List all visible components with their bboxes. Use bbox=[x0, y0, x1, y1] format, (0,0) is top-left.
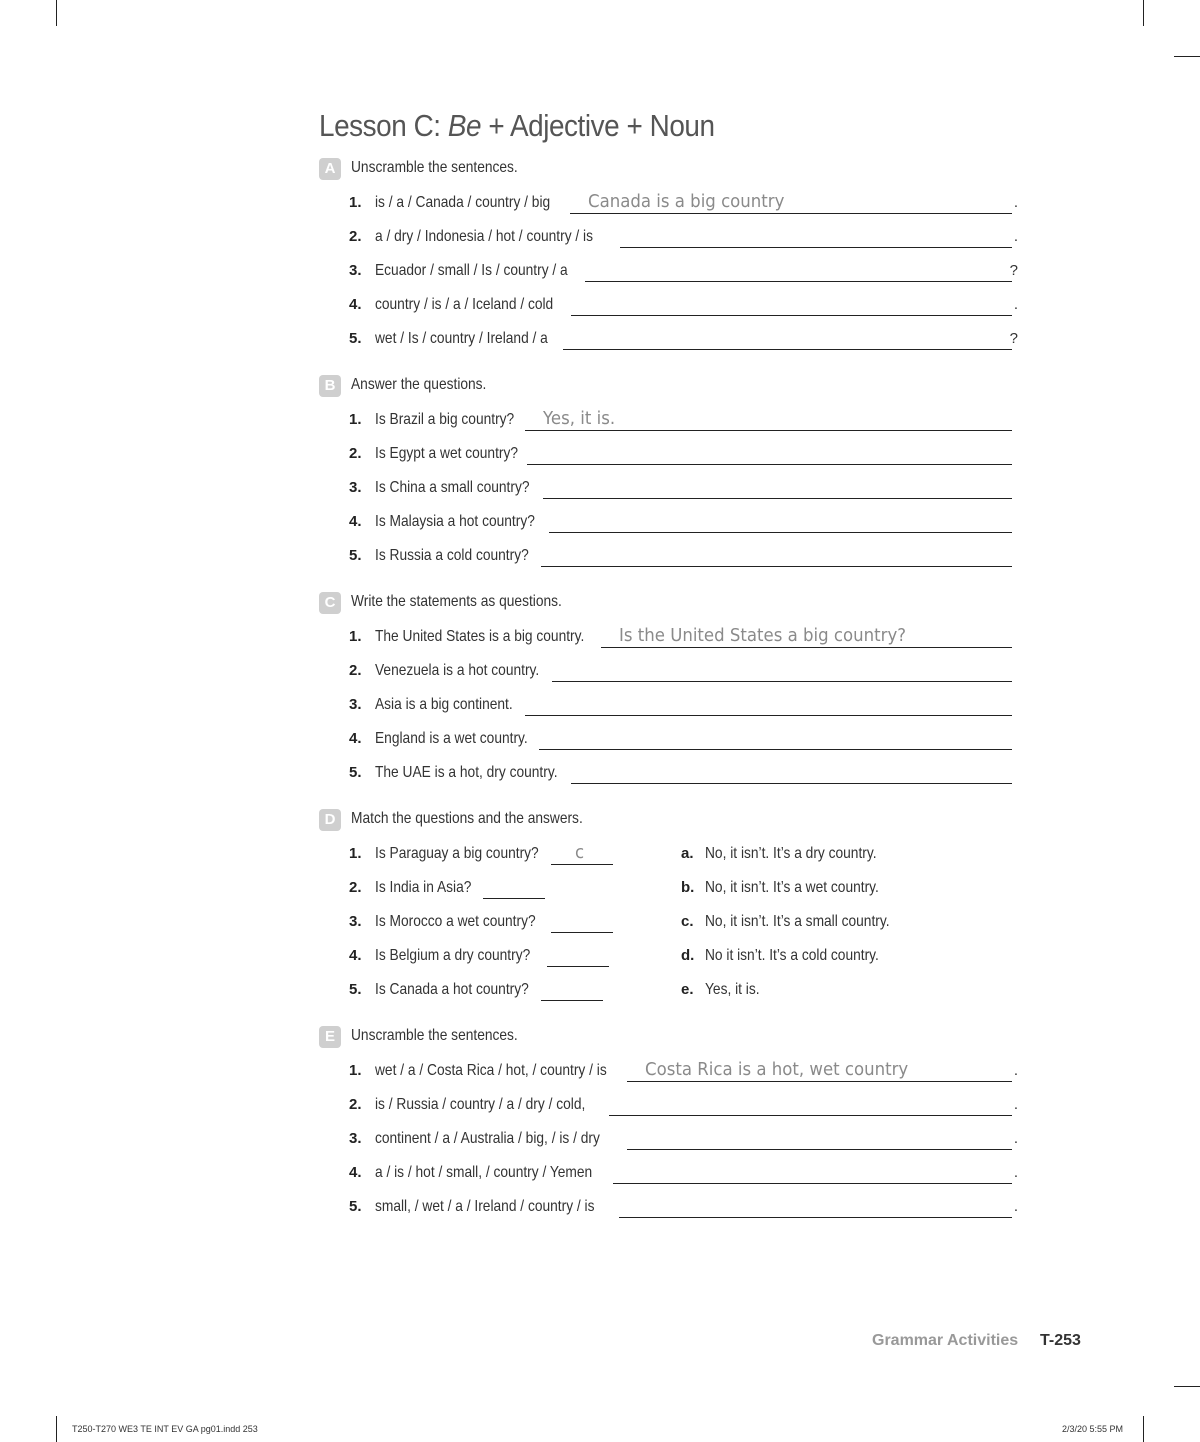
item-prompt: Is Paraguay a big country? bbox=[375, 845, 539, 862]
answer-line[interactable] bbox=[483, 898, 545, 899]
end-punctuation: . bbox=[1013, 1198, 1018, 1215]
item-number: 3. bbox=[349, 262, 362, 279]
item-prompt: Is Malaysia a hot country? bbox=[375, 513, 535, 530]
item-number: 3. bbox=[349, 479, 362, 496]
section-letter-badge: B bbox=[319, 375, 341, 397]
exercise-item bbox=[349, 728, 1014, 752]
exercise-item bbox=[349, 1128, 1018, 1152]
answer-line[interactable] bbox=[525, 715, 1012, 716]
answer-line[interactable] bbox=[549, 532, 1012, 533]
item-prompt: Is Russia a cold country? bbox=[375, 547, 529, 564]
answer-line[interactable] bbox=[585, 281, 1012, 282]
title-suffix: + Adjective + Noun bbox=[481, 108, 715, 143]
item-prompt: wet / Is / country / Ireland / a bbox=[375, 330, 548, 347]
item-number: 5. bbox=[349, 330, 362, 347]
crop-mark-top-right bbox=[1143, 0, 1144, 26]
exercise-item bbox=[349, 843, 1014, 867]
answer-line[interactable] bbox=[613, 1183, 1012, 1184]
option-letter: d. bbox=[681, 947, 695, 964]
item-prompt: a / is / hot / small, / country / Yemen bbox=[375, 1164, 593, 1181]
end-punctuation: . bbox=[1013, 296, 1018, 313]
exercise-item bbox=[349, 660, 1014, 684]
item-prompt: England is a wet country. bbox=[375, 730, 528, 747]
answer-line[interactable] bbox=[609, 1115, 1012, 1116]
end-punctuation: . bbox=[1013, 1062, 1018, 1079]
answer-line[interactable] bbox=[525, 430, 1012, 431]
sample-answer: Canada is a big country bbox=[588, 191, 785, 212]
item-number: 2. bbox=[349, 228, 362, 245]
crop-mark-top-left bbox=[56, 0, 57, 26]
exercise-item bbox=[349, 1162, 1018, 1186]
sample-answer: Yes, it is. bbox=[543, 408, 616, 429]
section-header bbox=[319, 375, 1019, 401]
section-header bbox=[319, 1026, 1019, 1052]
section-a bbox=[319, 158, 1019, 358]
item-number: 3. bbox=[349, 696, 362, 713]
exercise-item bbox=[349, 260, 1018, 284]
section-instruction: Unscramble the sentences. bbox=[351, 1027, 518, 1044]
title-prefix: Lesson C: bbox=[319, 108, 448, 143]
exercise-item bbox=[349, 762, 1014, 786]
end-punctuation: . bbox=[1013, 228, 1018, 245]
item-number: 5. bbox=[349, 764, 362, 781]
exercise-item bbox=[349, 626, 1014, 650]
item-prompt: is / a / Canada / country / big bbox=[375, 194, 551, 211]
item-number: 1. bbox=[349, 1062, 362, 1079]
item-prompt: The United States is a big country. bbox=[375, 628, 585, 645]
section-c bbox=[319, 592, 1019, 792]
sample-answer: c bbox=[575, 842, 585, 863]
exercise-item bbox=[349, 945, 1014, 969]
exercise-item bbox=[349, 443, 1014, 467]
page-number: T-253 bbox=[1040, 1332, 1081, 1349]
item-prompt: small, / wet / a / Ireland / country / is bbox=[375, 1198, 595, 1215]
exercise-item bbox=[349, 1094, 1018, 1118]
item-number: 3. bbox=[349, 1130, 362, 1147]
end-punctuation: . bbox=[1013, 194, 1018, 211]
item-number: 4. bbox=[349, 1164, 362, 1181]
option-letter: e. bbox=[681, 981, 694, 998]
exercise-item bbox=[349, 1059, 1018, 1084]
option-letter: c. bbox=[681, 913, 694, 930]
exercise-item bbox=[349, 911, 1014, 935]
item-number: 2. bbox=[349, 879, 362, 896]
item-prompt: Is India in Asia? bbox=[375, 879, 472, 896]
answer-line[interactable] bbox=[551, 864, 613, 865]
answer-line[interactable] bbox=[547, 966, 609, 967]
item-number: 1. bbox=[349, 411, 362, 428]
crop-mark-bottom-left bbox=[56, 1416, 57, 1442]
exercise-item bbox=[349, 694, 1014, 718]
section-d bbox=[319, 809, 1019, 1009]
footer-label: Grammar Activities bbox=[872, 1332, 1019, 1349]
sample-answer: Costa Rica is a hot, wet country bbox=[645, 1059, 909, 1080]
exercise-item bbox=[349, 511, 1014, 535]
item-prompt: continent / a / Australia / big, / is / dry bbox=[375, 1130, 600, 1147]
answer-line[interactable] bbox=[563, 349, 1012, 350]
item-number: 2. bbox=[349, 662, 362, 679]
exercise-item bbox=[349, 328, 1018, 352]
exercise-item bbox=[349, 979, 1014, 1003]
item-prompt: Is China a small country? bbox=[375, 479, 530, 496]
exercise-item bbox=[349, 545, 1014, 569]
item-prompt: Is Morocco a wet country? bbox=[375, 913, 536, 930]
answer-line[interactable] bbox=[627, 1081, 1012, 1082]
crop-mark-right-top bbox=[1174, 56, 1200, 57]
item-number: 5. bbox=[349, 1198, 362, 1215]
option-text: No, it isn’t. It’s a wet country. bbox=[705, 879, 879, 896]
item-number: 4. bbox=[349, 296, 362, 313]
exercise-item bbox=[349, 877, 1014, 901]
section-letter-badge: E bbox=[319, 1026, 341, 1048]
item-prompt: The UAE is a hot, dry country. bbox=[375, 764, 558, 781]
print-slug: T250-T270 WE3 TE INT EV GA pg01.indd 253 bbox=[72, 1424, 258, 1434]
option-text: No, it isn’t. It’s a small country. bbox=[705, 913, 890, 930]
item-prompt: Is Brazil a big country? bbox=[375, 411, 515, 428]
answer-line[interactable] bbox=[552, 681, 1012, 682]
option-letter: b. bbox=[681, 879, 695, 896]
section-instruction: Answer the questions. bbox=[351, 376, 487, 393]
answer-line[interactable] bbox=[627, 1149, 1012, 1150]
item-number: 2. bbox=[349, 1096, 362, 1113]
title-italic: Be bbox=[447, 108, 482, 143]
item-number: 1. bbox=[349, 194, 362, 211]
end-punctuation: ? bbox=[1009, 262, 1018, 279]
item-prompt: Venezuela is a hot country. bbox=[375, 662, 540, 679]
item-number: 5. bbox=[349, 547, 362, 564]
exercise-item bbox=[349, 1196, 1018, 1220]
item-number: 5. bbox=[349, 981, 362, 998]
exercise-item bbox=[349, 226, 1018, 250]
end-punctuation: . bbox=[1013, 1130, 1018, 1147]
answer-line[interactable] bbox=[571, 315, 1012, 316]
crop-mark-right-bottom bbox=[1174, 1386, 1200, 1387]
answer-line[interactable] bbox=[527, 464, 1012, 465]
crop-mark-bottom-right bbox=[1143, 1416, 1144, 1442]
item-prompt: Is Canada a hot country? bbox=[375, 981, 529, 998]
answer-line[interactable] bbox=[543, 498, 1012, 499]
section-header bbox=[319, 158, 1019, 184]
answer-line[interactable] bbox=[601, 647, 1012, 648]
end-punctuation: . bbox=[1013, 1096, 1018, 1113]
option-text: No it isn’t. It’s a cold country. bbox=[705, 947, 879, 964]
answer-line[interactable] bbox=[619, 1217, 1012, 1218]
page-title bbox=[319, 108, 715, 144]
item-number: 4. bbox=[349, 947, 362, 964]
section-instruction: Match the questions and the answers. bbox=[351, 810, 583, 827]
answer-line[interactable] bbox=[571, 783, 1012, 784]
item-prompt: Asia is a big continent. bbox=[375, 696, 513, 713]
item-number: 4. bbox=[349, 730, 362, 747]
item-number: 3. bbox=[349, 913, 362, 930]
answer-line[interactable] bbox=[541, 566, 1012, 567]
answer-line[interactable] bbox=[620, 247, 1012, 248]
section-instruction: Write the statements as questions. bbox=[351, 593, 562, 610]
item-number: 1. bbox=[349, 628, 362, 645]
item-prompt: Is Belgium a dry country? bbox=[375, 947, 531, 964]
section-instruction: Unscramble the sentences. bbox=[351, 159, 518, 176]
item-prompt: country / is / a / Iceland / cold bbox=[375, 296, 554, 313]
answer-line[interactable] bbox=[570, 213, 1012, 214]
answer-line[interactable] bbox=[541, 1000, 603, 1001]
item-number: 2. bbox=[349, 445, 362, 462]
answer-line[interactable] bbox=[539, 749, 1012, 750]
option-text: No, it isn’t. It’s a dry country. bbox=[705, 845, 877, 862]
exercise-item bbox=[349, 477, 1014, 501]
item-prompt: wet / a / Costa Rica / hot, / country / is bbox=[375, 1062, 607, 1079]
option-text: Yes, it is. bbox=[705, 981, 760, 998]
exercise-item bbox=[349, 409, 1014, 433]
item-prompt: Is Egypt a wet country? bbox=[375, 445, 519, 462]
item-number: 1. bbox=[349, 845, 362, 862]
section-letter-badge: C bbox=[319, 592, 341, 614]
exercise-item bbox=[349, 294, 1018, 318]
exercise-item bbox=[349, 191, 1018, 216]
section-header bbox=[319, 592, 1019, 618]
end-punctuation: . bbox=[1013, 1164, 1018, 1181]
answer-line[interactable] bbox=[551, 932, 613, 933]
section-header bbox=[319, 809, 1019, 835]
section-b bbox=[319, 375, 1019, 575]
print-date: 2/3/20 5:55 PM bbox=[1062, 1424, 1124, 1434]
section-e bbox=[319, 1026, 1019, 1226]
item-prompt: Ecuador / small / Is / country / a bbox=[375, 262, 568, 279]
item-prompt: a / dry / Indonesia / hot / country / is bbox=[375, 228, 593, 245]
item-prompt: is / Russia / country / a / dry / cold, bbox=[375, 1096, 586, 1113]
option-letter: a. bbox=[681, 845, 694, 862]
section-letter-badge: D bbox=[319, 809, 341, 831]
end-punctuation: ? bbox=[1009, 330, 1018, 347]
section-letter-badge: A bbox=[319, 158, 341, 180]
item-number: 4. bbox=[349, 513, 362, 530]
sample-answer: Is the United States a big country? bbox=[619, 625, 907, 646]
